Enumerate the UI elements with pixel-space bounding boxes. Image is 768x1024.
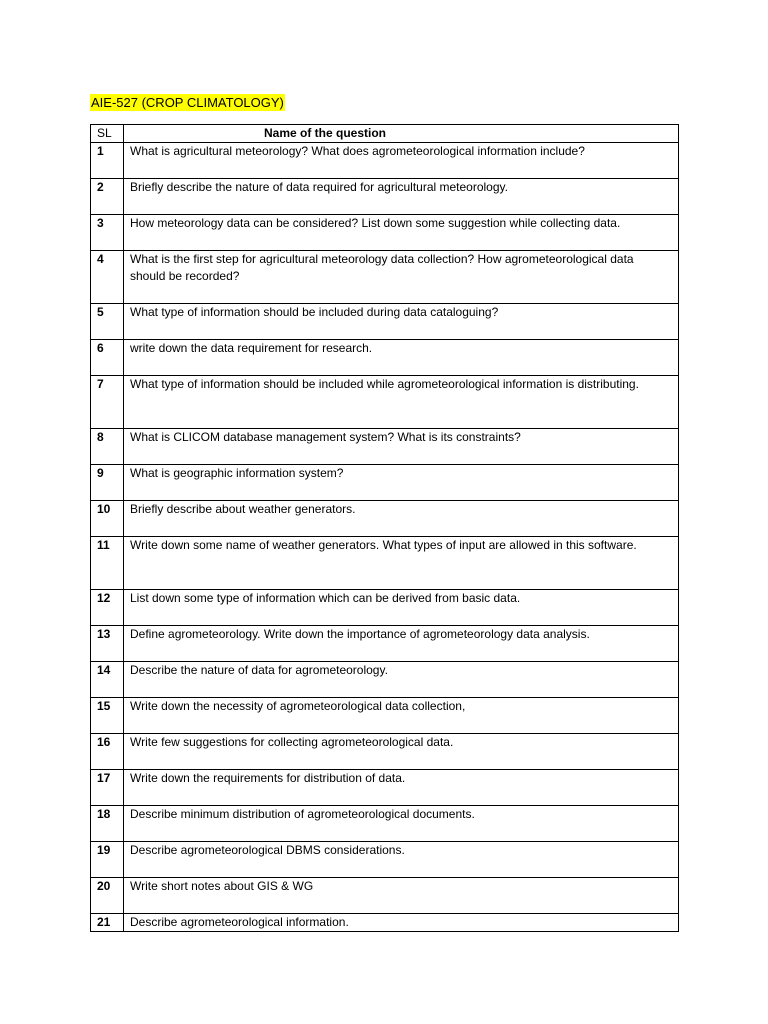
serial-number: 7 — [91, 376, 124, 429]
table-row — [91, 376, 679, 429]
question-text: Define agrometeorology. Write down the importance of agrometeorology data analysis. — [124, 626, 679, 662]
serial-number: 21 — [91, 914, 124, 932]
table-row — [91, 914, 679, 932]
serial-number: 9 — [91, 465, 124, 501]
serial-number: 17 — [91, 770, 124, 806]
question-text: Write down the requirements for distribution of data. — [124, 770, 679, 806]
question-text: write down the data requirement for research. — [124, 340, 679, 376]
serial-number: 14 — [91, 662, 124, 698]
serial-number: 3 — [91, 215, 124, 251]
serial-number: 1 — [91, 143, 124, 179]
table-row — [91, 340, 679, 376]
question-text: How meteorology data can be considered? List down some suggestion while collecting data. — [124, 215, 679, 251]
question-text: Write short notes about GIS & WG — [124, 878, 679, 914]
table-row — [91, 734, 679, 770]
serial-number: 4 — [91, 251, 124, 304]
question-table — [90, 124, 679, 932]
question-text: Write down some name of weather generators. What types of input are allowed in this software. — [124, 537, 679, 590]
serial-number: 18 — [91, 806, 124, 842]
table-row — [91, 590, 679, 626]
question-text: Briefly describe the nature of data required for agricultural meteorology. — [124, 179, 679, 215]
table-row — [91, 251, 679, 304]
serial-number: 13 — [91, 626, 124, 662]
serial-number: 6 — [91, 340, 124, 376]
table-row — [91, 537, 679, 590]
question-text: What type of information should be included while agrometeorological information is distributing. — [124, 376, 679, 429]
serial-number: 5 — [91, 304, 124, 340]
table-row — [91, 143, 679, 179]
document-title: AIE-527 (CROP CLIMATOLOGY) — [91, 95, 284, 110]
question-text: What is agricultural meteorology? What does agrometeorological information include? — [124, 143, 679, 179]
table-row — [91, 179, 679, 215]
question-text: Describe minimum distribution of agrometeorological documents. — [124, 806, 679, 842]
question-text: Describe agrometeorological DBMS considerations. — [124, 842, 679, 878]
table-row — [91, 304, 679, 340]
question-text: Briefly describe about weather generators. — [124, 501, 679, 537]
serial-number: 16 — [91, 734, 124, 770]
question-text: Describe agrometeorological information. — [124, 914, 679, 932]
table-row — [91, 662, 679, 698]
question-text: What is geographic information system? — [124, 465, 679, 501]
sl-column-header: SL — [91, 125, 124, 143]
table-row — [91, 429, 679, 465]
table-row — [91, 770, 679, 806]
serial-number: 2 — [91, 179, 124, 215]
table-header-row — [91, 125, 679, 143]
serial-number: 10 — [91, 501, 124, 537]
question-text: Write few suggestions for collecting agrometeorological data. — [124, 734, 679, 770]
table-row — [91, 501, 679, 537]
table-row — [91, 806, 679, 842]
table-row — [91, 465, 679, 501]
question-text: Write down the necessity of agrometeorological data collection, — [124, 698, 679, 734]
table-row — [91, 698, 679, 734]
serial-number: 20 — [91, 878, 124, 914]
question-text: What type of information should be included during data cataloguing? — [124, 304, 679, 340]
table-row — [91, 842, 679, 878]
serial-number: 11 — [91, 537, 124, 590]
question-text: List down some type of information which can be derived from basic data. — [124, 590, 679, 626]
question-text: What is the first step for agricultural meteorology data collection? How agrometeorological data should be recorded? — [124, 251, 679, 304]
table-row — [91, 215, 679, 251]
question-text: What is CLICOM database management system? What is its constraints? — [124, 429, 679, 465]
serial-number: 15 — [91, 698, 124, 734]
question-text: Describe the nature of data for agrometeorology. — [124, 662, 679, 698]
serial-number: 19 — [91, 842, 124, 878]
table-row — [91, 626, 679, 662]
question-column-header: Name of the question — [124, 125, 679, 143]
serial-number: 12 — [91, 590, 124, 626]
table-row — [91, 878, 679, 914]
serial-number: 8 — [91, 429, 124, 465]
